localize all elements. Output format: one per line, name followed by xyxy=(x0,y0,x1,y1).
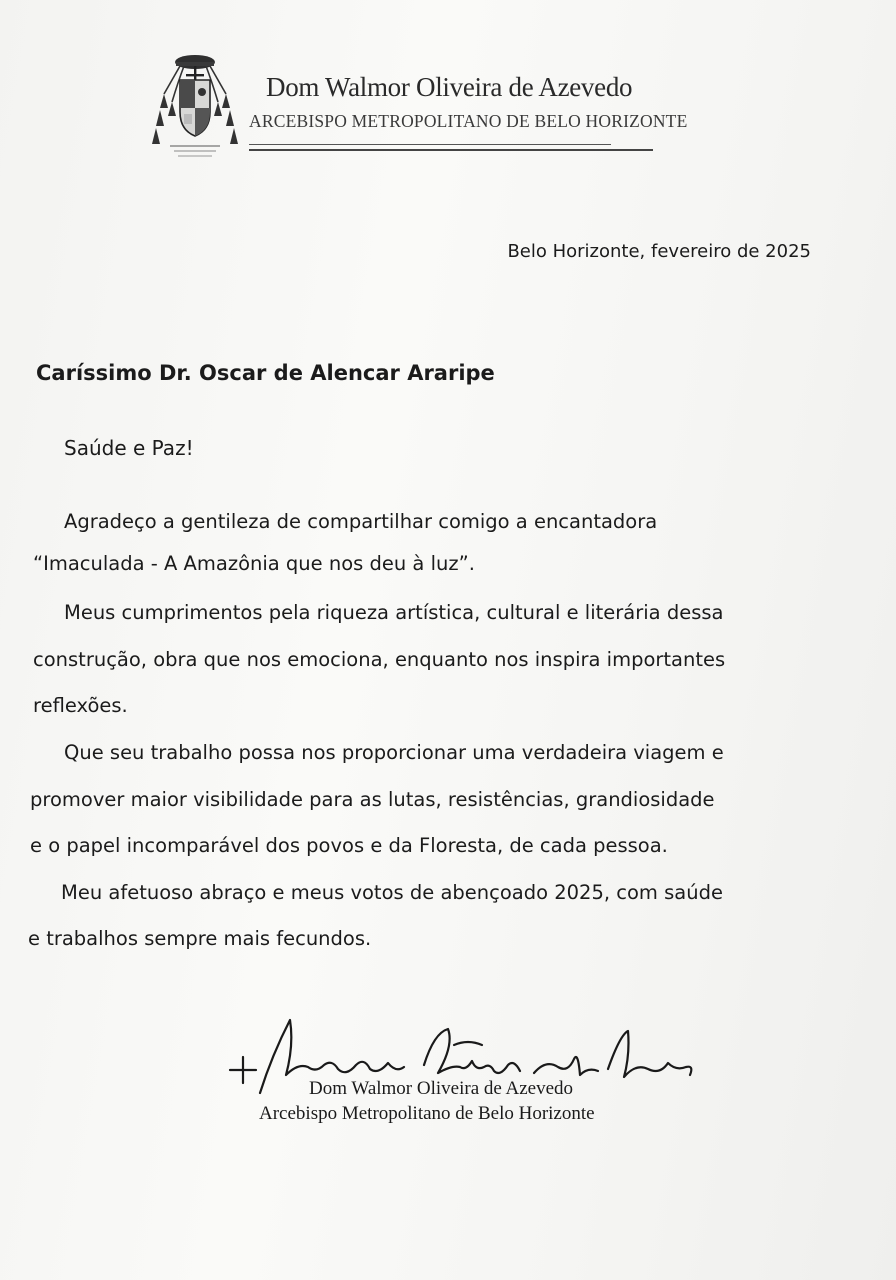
letterhead-title: ARCEBISPO METROPOLITANO DE BELO HORIZONTE xyxy=(249,111,688,131)
coat-of-arms-icon xyxy=(150,50,240,162)
body-line: reflexões. xyxy=(33,694,128,717)
body-line: construção, obra que nos emociona, enquanto nos inspira importantes xyxy=(33,648,726,671)
letterhead-divider xyxy=(249,144,611,145)
body-line: Meus cumprimentos pela riqueza artística, cultural e literária dessa xyxy=(64,601,724,624)
body-line: e o papel incomparável dos povos e da Floresta, de cada pessoa. xyxy=(30,834,668,857)
body-line: Agradeço a gentileza de compartilhar comigo a encantadora xyxy=(64,510,658,533)
body-line: promover maior visibilidade para as lutas, resistências, grandiosidade xyxy=(30,788,715,811)
body-line: “Imaculada - A Amazônia que nos deu à luz”. xyxy=(33,552,475,575)
letter-date: Belo Horizonte, fevereiro de 2025 xyxy=(507,241,811,262)
signatory-title: Arcebispo Metropolitano de Belo Horizonte xyxy=(259,1103,595,1124)
body-line: e trabalhos sempre mais fecundos. xyxy=(28,927,372,950)
letterhead-name: Dom Walmor Oliveira de Azevedo xyxy=(266,72,633,102)
body-line: Meu afetuoso abraço e meus votos de abençoado 2025, com saúde xyxy=(61,881,723,904)
signatory-name: Dom Walmor Oliveira de Azevedo xyxy=(309,1078,574,1099)
salutation: Caríssimo Dr. Oscar de Alencar Araripe xyxy=(36,361,495,385)
greeting: Saúde e Paz! xyxy=(64,436,194,460)
body-line: Que seu trabalho possa nos proporcionar uma verdadeira viagem e xyxy=(64,741,724,764)
letterhead-divider xyxy=(249,149,653,151)
